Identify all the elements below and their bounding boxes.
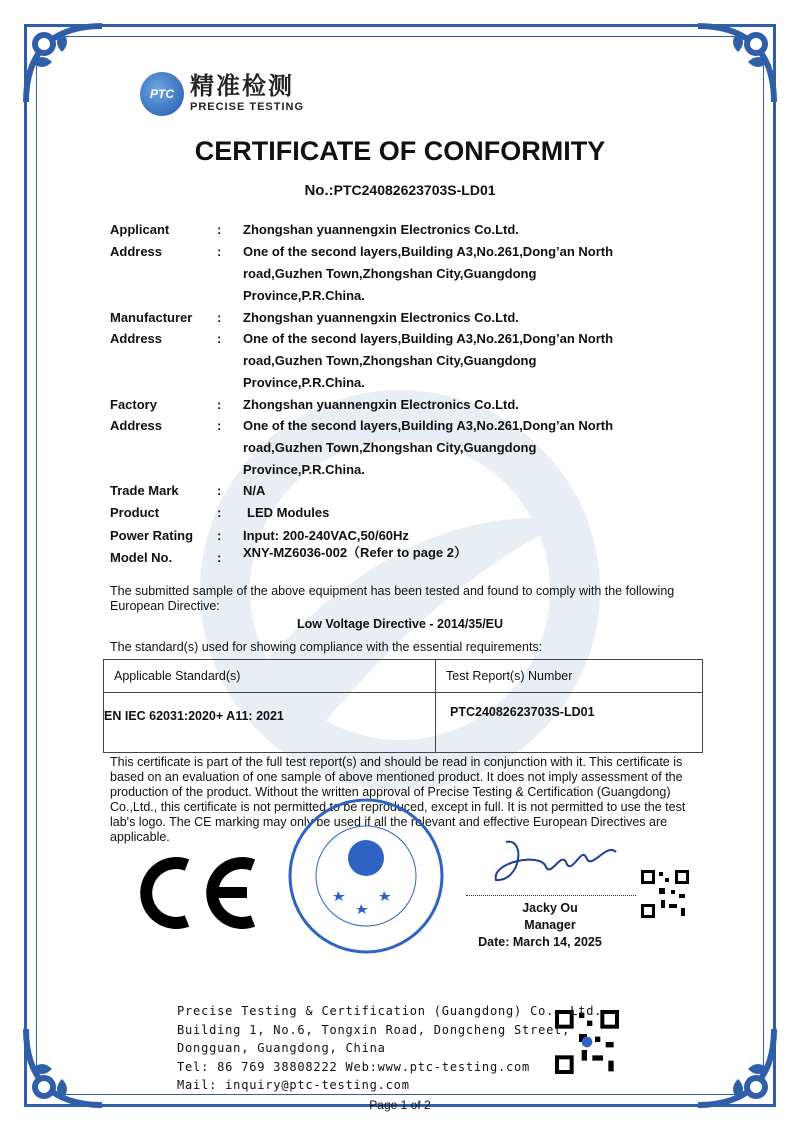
table-cell-report: PTC24082623703S-LD01 (436, 693, 703, 753)
table-header-standard: Applicable Standard(s) (104, 660, 436, 693)
ce-mark (135, 853, 260, 938)
table-header-row (104, 660, 703, 693)
signature-icon (486, 832, 626, 892)
footer-mail: Mail: inquiry@ptc-testing.com (177, 1078, 410, 1092)
issue-date: Date: March 14, 2025 (478, 935, 602, 949)
standards-table (103, 659, 703, 753)
ptc-logo (140, 72, 304, 116)
footer-company: Precise Testing & Certification (Guangdong) Co., Ltd. (177, 1004, 603, 1018)
table-cell-standard: EN IEC 62031:2020+ A11: 2021 (104, 693, 436, 753)
qr-code-certificate (641, 870, 689, 918)
directive-text: Low Voltage Directive - 2014/35/EU (296, 617, 504, 631)
ptc-logo-mark: PTC (140, 72, 184, 116)
signature (486, 832, 626, 897)
intro-text: The submitted sample of the above equipment has been tested and found to comply with the following European Directive: (110, 584, 675, 613)
ornament-corner-bottom-left (22, 1025, 106, 1109)
company-footer (177, 1002, 602, 1095)
signer-title: Manager (524, 918, 576, 932)
footer-contact: Tel: 86 769 38808222 Web:www.ptc-testing.com (177, 1059, 531, 1074)
certificate-title: CERTIFICATE OF CONFORMITY (194, 136, 606, 166)
signer-name: Jacky Ou (522, 901, 578, 915)
ornament-corner-top-right (694, 22, 778, 106)
ornament-corner-top-left (22, 22, 106, 106)
standards-intro-text: The standard(s) used for showing compliance with the essential requirements: (110, 640, 543, 654)
ce-mark-icon (135, 853, 260, 933)
footer-address-1: Building 1, No.6, Tongxin Road, Dongcheng Street, (177, 1022, 571, 1037)
logo-chinese-name: 精准检测 (190, 73, 294, 100)
certificate-number: No.:PTC24082623703S-LD01 (304, 182, 496, 199)
signature-line (466, 895, 636, 896)
table-header-report: Test Report(s) Number (436, 660, 703, 693)
footer-address-2: Dongguan, Guangdong, China (177, 1041, 386, 1055)
logo-english-name: PRECISE TESTING (190, 101, 305, 113)
company-seal (286, 796, 446, 956)
disclaimer-text: This certificate is part of the full test report(s) and should be read in conjunction with it. This certificate is based on an evaluation of one sample of above mentioned product. It does not imply assessment of the production of the product. Without the written approval of Precise Testing & Certification (Guangdong) Co.,Ltd., this certificate is not permitted to be reproduced, except in full. It is not permitted to use the test lab's logo. The CE marking may only be used if all the relevant and effective European Directives are applicable. (110, 755, 686, 844)
ornament-corner-bottom-right (694, 1025, 778, 1109)
page-number: Page 1 of 2 (369, 1098, 431, 1112)
seal-icon (286, 796, 446, 956)
table-row (104, 693, 703, 753)
